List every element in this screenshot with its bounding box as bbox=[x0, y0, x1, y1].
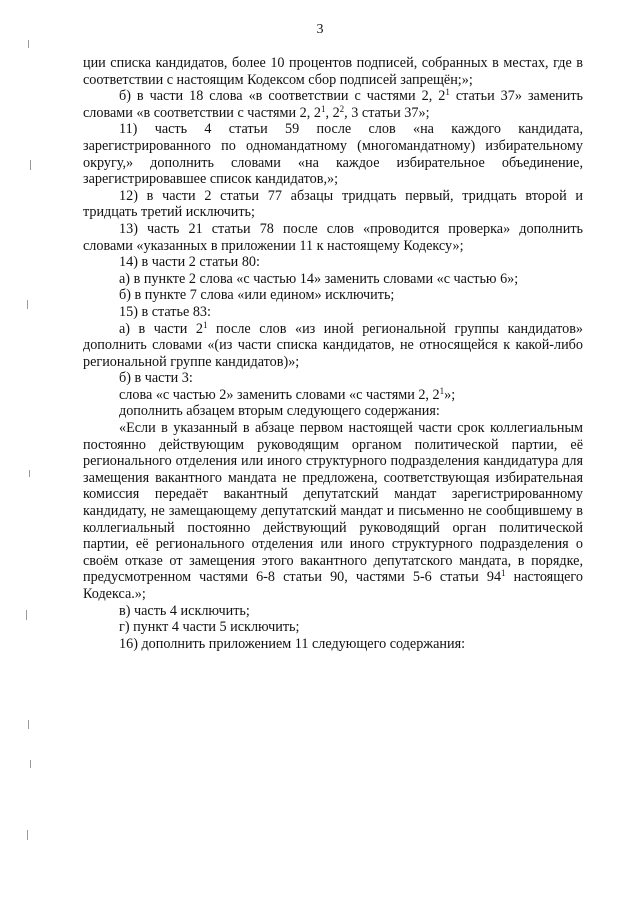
text-run: »; bbox=[444, 386, 456, 403]
paragraph bbox=[83, 321, 583, 371]
text-run: , 2 bbox=[325, 104, 340, 121]
paragraph bbox=[83, 188, 583, 221]
paragraph bbox=[83, 88, 583, 121]
document-body bbox=[83, 55, 583, 652]
text-run: слова «с частью 2» заменить словами «с частями 2, 2 bbox=[119, 386, 440, 403]
text-run: а) в пункте 2 слова «с частью 14» заменить словами «с частью 6»; bbox=[119, 270, 519, 287]
text-run: ции списка кандидатов, более 10 процентов подписей, собранных в местах, где в соответствии с настоящим Кодексом сбор подписей запрещён;»; bbox=[83, 55, 583, 88]
superscript: 1 bbox=[445, 87, 450, 98]
text-run: дополнить абзацем вторым следующего содержания: bbox=[119, 403, 440, 420]
page-number: 3 bbox=[316, 22, 324, 37]
text-run: «Если в указанный в абзаце первом настоящей части срок коллегиальным постоянно действующим руководящим органом политической партии, её регионального отделения или иного структурного подразделения кандидатура для замещения вакантного мандата не предложена, соответствующая избирательная комиссия передаёт вакантный депутатский мандат зарегистрированному кандидату, не замещающему депутатский мандат и письменно не сообщившему в коллегиальный постоянно действующий руководящий орган политической партии, её регионального отделения или иного структурного подразделения о своём отказе от замещения этого вакантного депутатского мандата, в порядке, предусмотренном частями 6-8 статьи 90, частями 5-6 статьи 94 bbox=[83, 420, 583, 586]
text-run: б) в части 18 слова «в соответствии с частями 2, 2 bbox=[119, 88, 446, 105]
text-run: 14) в части 2 статьи 80: bbox=[119, 254, 260, 271]
text-run: настоящего Кодекса.»; bbox=[83, 569, 583, 602]
text-run: б) в части 3: bbox=[119, 370, 193, 387]
paragraph bbox=[83, 636, 583, 653]
superscript: 1 bbox=[320, 103, 326, 114]
paragraph bbox=[83, 55, 583, 88]
paragraph bbox=[83, 304, 583, 321]
text-run: 12) в части 2 статьи 77 абзацы тридцать первый, тридцать второй и тридцать третий исключить; bbox=[83, 187, 583, 221]
superscript: 2 bbox=[339, 103, 345, 114]
superscript: 1 bbox=[501, 568, 506, 579]
paragraph bbox=[83, 254, 583, 271]
paragraph bbox=[83, 403, 583, 420]
text-run: после слов «из иной региональной группы кандидатов» дополнить словами «(из части списка кандидатов, не относящейся к какой-либо региональной группе кандидатов)»; bbox=[83, 320, 584, 370]
text-run: статьи 37» заменить словами «в соответствии с частями 2, 2 bbox=[83, 88, 583, 121]
paragraph bbox=[83, 619, 583, 636]
text-run: а) в части 2 bbox=[119, 320, 203, 337]
text-run: 11) часть 4 статьи 59 после слов «на каждого кандидата, зарегистрированного по одномандатному (многомандатному) избирательному округу,» дополнить словами «на каждое избирательное объединение, зарегистрировавшее список кандидатов,»; bbox=[83, 121, 583, 188]
text-run: 16) дополнить приложением 11 следующего содержания: bbox=[119, 635, 466, 652]
paragraph bbox=[83, 121, 583, 187]
paragraph bbox=[83, 370, 583, 387]
paragraph bbox=[83, 387, 583, 404]
text-run: г) пункт 4 части 5 исключить; bbox=[119, 619, 300, 636]
paragraph bbox=[83, 221, 583, 254]
text-run: , 3 статьи 37»; bbox=[344, 104, 430, 121]
superscript: 1 bbox=[202, 319, 208, 330]
text-run: 13) часть 21 статьи 78 после слов «проводится проверка» дополнить словами «указанных в приложении 11 к настоящему Кодексу»; bbox=[83, 220, 583, 254]
text-run: 15) в статье 83: bbox=[119, 303, 211, 320]
paragraph bbox=[83, 271, 583, 288]
text-run: в) часть 4 исключить; bbox=[119, 602, 250, 619]
paragraph bbox=[83, 420, 583, 603]
paragraph bbox=[83, 603, 583, 620]
text-run: б) в пункте 7 слова «или едином» исключить; bbox=[119, 287, 395, 304]
superscript: 1 bbox=[439, 385, 445, 396]
paragraph bbox=[83, 287, 583, 304]
